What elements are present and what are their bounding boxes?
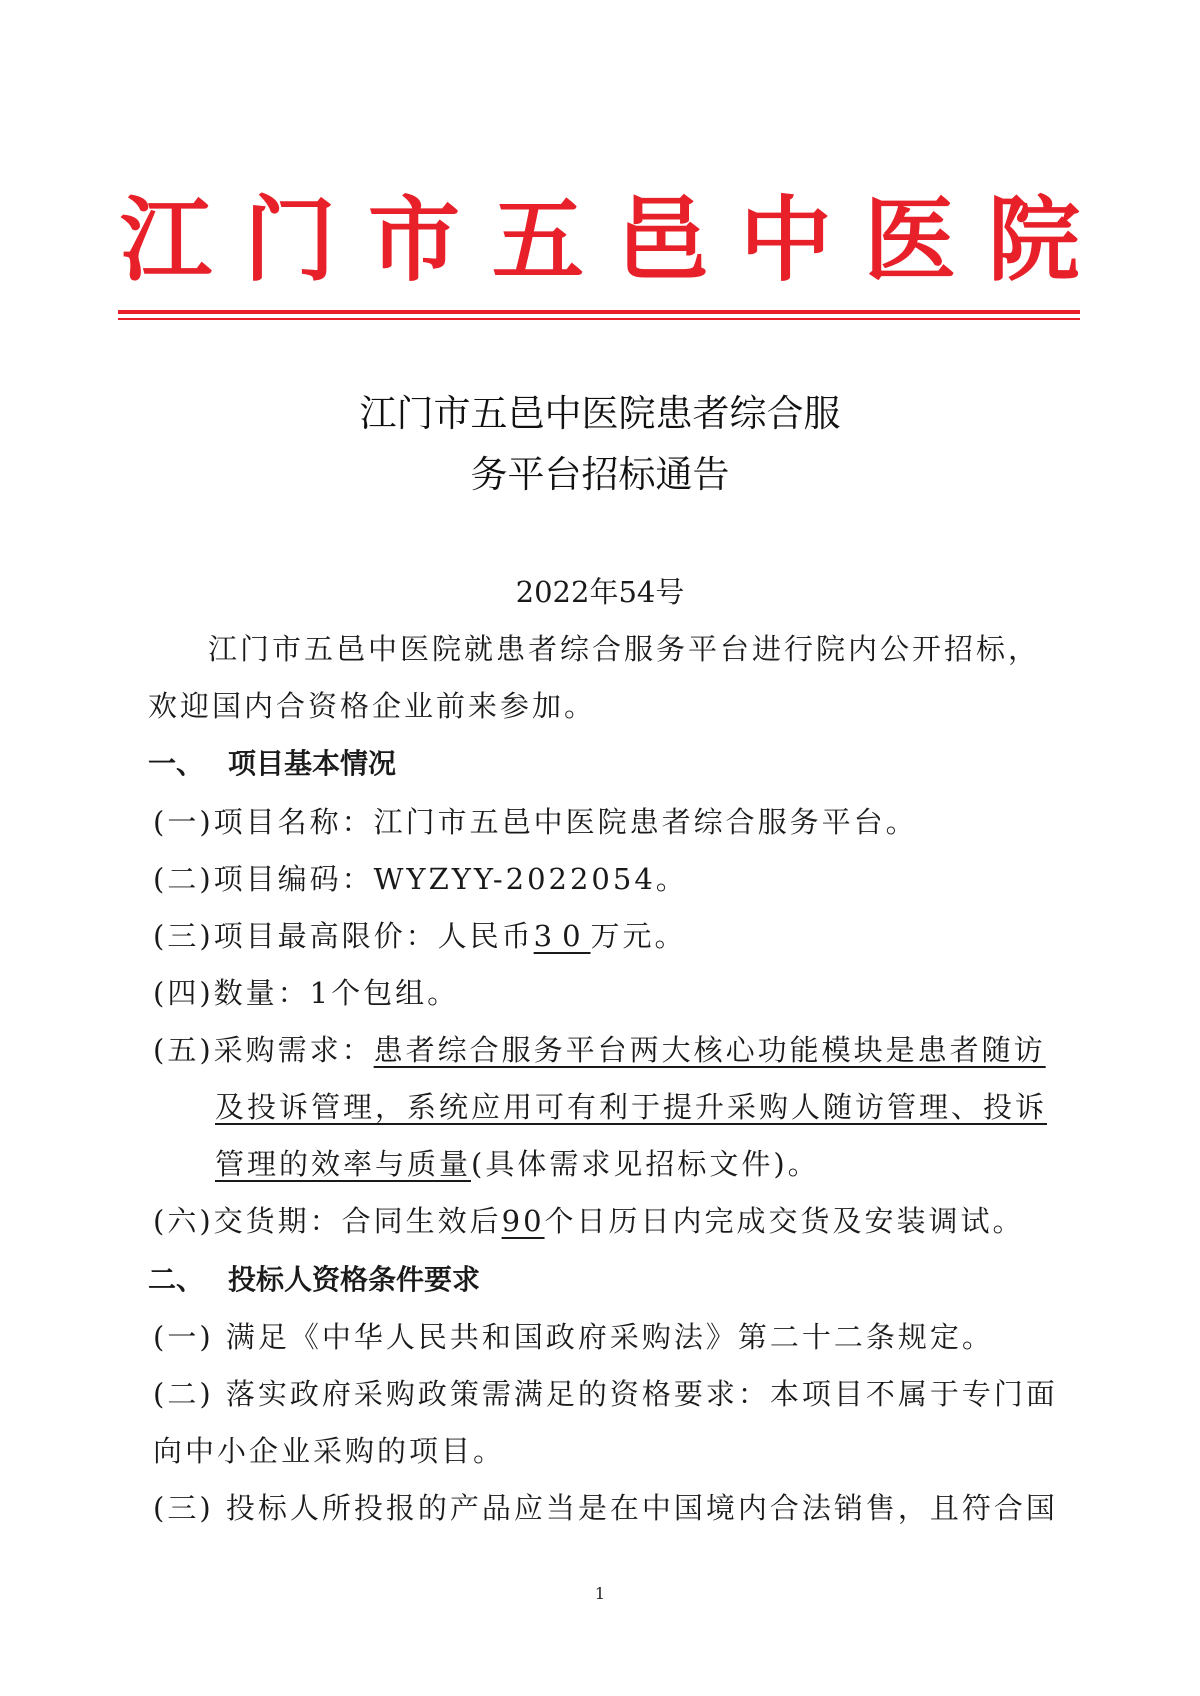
s1-item5-text-l1: 患者综合服务平台两大核心功能模块是患者随访: [373, 1033, 1046, 1067]
s1-item1: (一)项目名称：江门市五邑中医院患者综合服务平台。: [153, 805, 918, 839]
doc-number: 2022年54号: [515, 575, 685, 609]
letterhead-rule-thin: [118, 318, 1080, 320]
doc-title-line2: 务平台招标通告: [470, 453, 730, 496]
s1-item5-note: (具体需求见招标文件)。: [471, 1147, 820, 1181]
s1-item5-text-l2: 及投诉管理，系统应用可有利于提升采购人随访管理、投诉: [215, 1090, 1048, 1124]
section1-heading: 项目基本情况: [228, 747, 397, 780]
s1-item3: [153, 914, 687, 955]
s1-item2: (二)项目编码：WYZYY-2022054。: [153, 862, 688, 896]
org-letterhead: [120, 178, 1080, 294]
s1-item6-label: (六)交货期：合同生效后: [153, 1204, 502, 1238]
section2-number: 二、: [148, 1263, 205, 1296]
intro-line2: 欢迎国内合资格企业前来参加。: [148, 689, 597, 723]
page-number: 1: [594, 1584, 606, 1603]
s1-item5-label: (五)采购需求：: [153, 1033, 374, 1067]
s1-item5-text-l3: 管理的效率与质量: [215, 1147, 472, 1181]
s2-item1: (一) 满足《中华人民共和国政府采购法》第二十二条规定。: [153, 1320, 994, 1354]
letterhead-char: 中: [739, 186, 832, 294]
letterhead-char: 江: [120, 186, 213, 294]
letterhead-rule-thick: [118, 310, 1080, 314]
s1-item4: (四)数量：1个包组。: [153, 976, 460, 1010]
section1-number: 一、: [148, 747, 205, 780]
delivery-days: 90: [501, 1204, 545, 1238]
max-price-amount: 30: [533, 919, 591, 953]
s1-item6: [153, 1199, 1025, 1240]
section2-heading: 投标人资格条件要求: [228, 1263, 481, 1296]
s2-item2-l1: (二) 落实政府采购政策需满足的资格要求：本项目不属于专门面: [153, 1377, 1058, 1411]
letterhead-char: 医: [863, 186, 956, 294]
letterhead-char: 五: [491, 186, 584, 294]
s1-item3-unit: 万元。: [590, 919, 687, 953]
s1-item5: [153, 1028, 1046, 1069]
s1-item3-label: (三)项目最高限价：人民币: [153, 919, 534, 953]
s2-item2-l2: 向中小企业采购的项目。: [153, 1434, 506, 1468]
letterhead-char: 邑: [615, 186, 708, 294]
s1-item5-line3: [215, 1142, 820, 1183]
doc-title-line1: 江门市五邑中医院患者综合服: [359, 392, 841, 435]
letterhead-char: 门: [243, 186, 336, 294]
s2-item3-l1: (三) 投标人所投报的产品应当是在中国境内合法销售，且符合国: [153, 1491, 1058, 1525]
s1-item6-rest: 个日历日内完成交货及安装调试。: [544, 1204, 1025, 1238]
letterhead-char: 院: [987, 186, 1080, 294]
letterhead-char: 市: [367, 186, 460, 294]
intro-line1: 江门市五邑中医院就患者综合服务平台进行院内公开招标，: [208, 632, 1041, 666]
